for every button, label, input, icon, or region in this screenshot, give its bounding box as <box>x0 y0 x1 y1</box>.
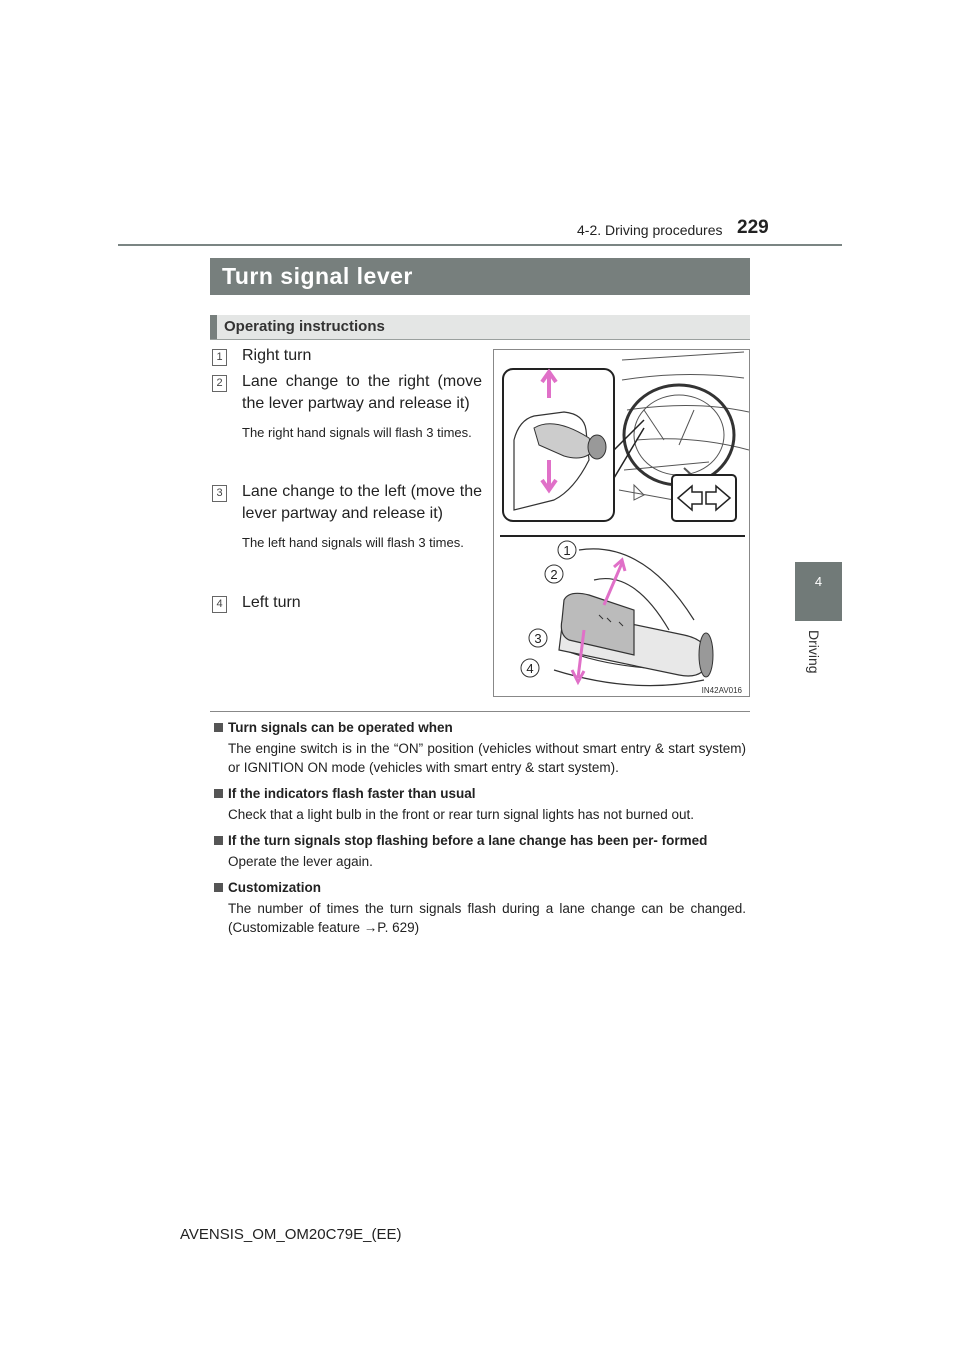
chapter-label: Driving <box>806 630 822 674</box>
callout-3-label: 3 <box>534 631 542 646</box>
page-number: 229 <box>737 217 769 238</box>
note-heading <box>214 880 746 896</box>
step-number-3: 3 <box>212 485 227 502</box>
subheading <box>210 315 750 340</box>
step-number-4: 4 <box>212 596 227 613</box>
note-body: Operate the lever again. <box>228 854 373 869</box>
callout-3 <box>529 629 547 647</box>
callout-4 <box>521 659 539 677</box>
note-heading <box>214 720 746 736</box>
instruction-1 <box>212 345 482 367</box>
subheading-text: Operating instructions <box>224 318 385 335</box>
square-bullet-icon <box>214 883 223 892</box>
instruction-label: Left turn <box>242 594 301 611</box>
notes-divider <box>210 711 750 712</box>
instruction-label: Lane change to the left (move the lever partway and release it) <box>242 483 482 522</box>
note-body: The engine switch is in the “ON” position (vehicles without smart entry & start system) or IGNITION ON mode (vehicles with smart entry & start system). <box>228 741 746 775</box>
step-number-1: 1 <box>212 349 227 366</box>
callout-2 <box>545 565 563 583</box>
note-heading-text: Customization <box>228 880 321 895</box>
callout-1 <box>558 541 576 559</box>
document-footer: AVENSIS_OM_OM20C79E_(EE) <box>180 1226 402 1243</box>
notes-section <box>214 720 746 946</box>
note-body: The number of times the turn signals flash during a lane change can be changed. (Customizable feature →P. 629) <box>228 901 746 935</box>
instruction-3 <box>212 481 482 551</box>
subheading-bar <box>210 315 217 339</box>
arrow-up-partway <box>604 560 625 605</box>
figure-illustration <box>494 350 750 697</box>
instruction-label: Lane change to the right (move the lever partway and release it) <box>242 373 482 412</box>
inset-callout-box <box>503 369 644 521</box>
square-bullet-icon <box>214 723 223 732</box>
square-bullet-icon <box>214 789 223 798</box>
note-item <box>214 880 746 937</box>
chapter-tab: 4 <box>795 562 842 621</box>
callout-1-label: 1 <box>563 543 571 558</box>
step-number-2: 2 <box>212 375 227 392</box>
hazard-arrow-box <box>672 475 736 521</box>
note-heading-text: Turn signals can be operated when <box>228 720 453 735</box>
instruction-2 <box>212 371 482 441</box>
note-heading <box>214 786 746 802</box>
callout-4-label: 4 <box>526 661 534 676</box>
note-item <box>214 720 746 777</box>
note-item <box>214 833 746 871</box>
header-rule <box>118 244 842 246</box>
note-body: Check that a light bulb in the front or rear turn signal lights has not burned out. <box>228 807 695 822</box>
note-heading-text: If the indicators flash faster than usual <box>228 786 476 801</box>
square-bullet-icon <box>214 836 223 845</box>
instruction-4 <box>212 592 482 614</box>
note-heading <box>228 833 746 849</box>
callout-2-label: 2 <box>550 567 558 582</box>
page-title: Turn signal lever <box>210 258 750 295</box>
section-label: 4-2. Driving procedures <box>577 222 723 238</box>
note-heading-text: If the turn signals stop flashing before a lane change has been per- formed <box>228 833 708 848</box>
turn-signal-figure <box>493 349 750 697</box>
figure-code: IN42AV016 <box>701 686 742 695</box>
instruction-note: The right hand signals will flash 3 times. <box>242 425 472 440</box>
instruction-label: Right turn <box>242 347 312 364</box>
lever-drawing <box>554 549 713 686</box>
note-item <box>214 786 746 824</box>
instruction-note: The left hand signals will flash 3 times. <box>242 535 464 550</box>
